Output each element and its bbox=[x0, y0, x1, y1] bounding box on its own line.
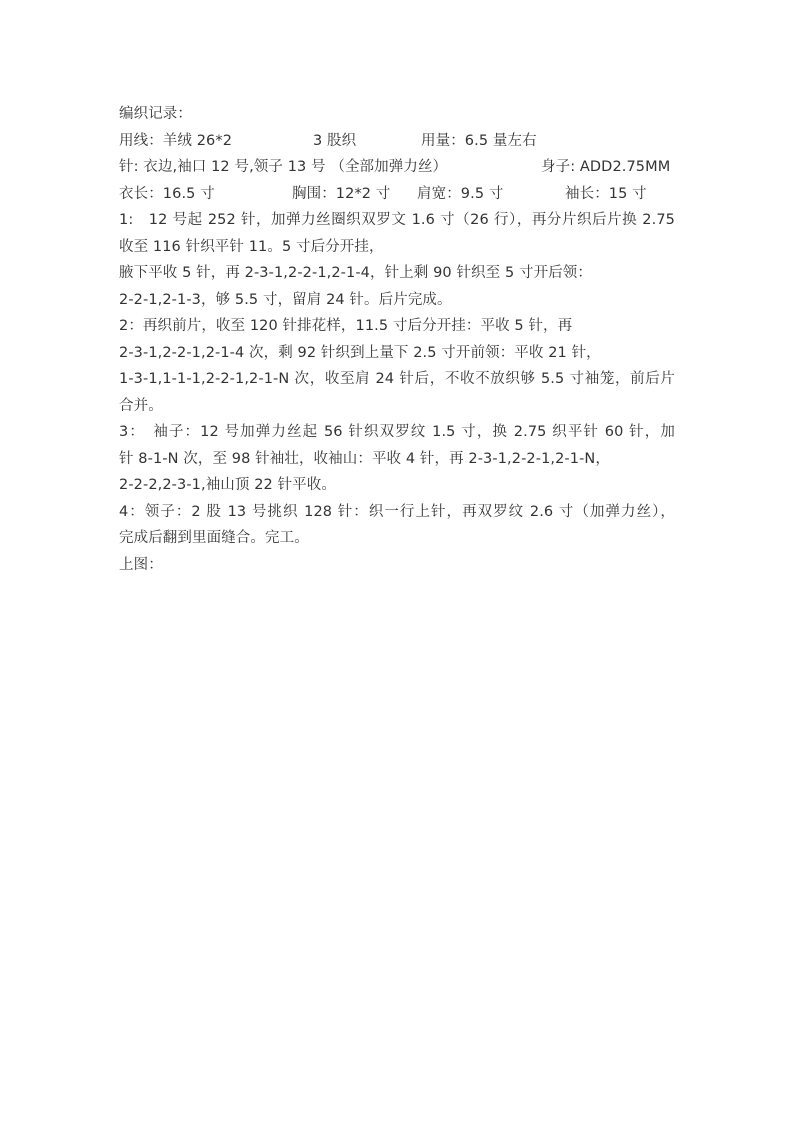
step-1-line-4: 2-2-1,2-1-3，够 5.5 寸，留肩 24 针。后片完成。 bbox=[119, 291, 452, 308]
yarn-row bbox=[119, 128, 679, 155]
step-2-line-1: 2：再织前片，收至 120 针排花样，11.5 寸后分开挂：平收 5 针，再 bbox=[119, 318, 573, 334]
step-1-line-1: 1: 12 号起 252 针，加弹力丝圈织双罗文 1.6 寸（26 行），再分片织后片换 2.75 bbox=[119, 212, 675, 228]
step-2-line-4: 合并。 bbox=[119, 397, 163, 414]
yarn-amount: 用量：6.5 量左右 bbox=[421, 132, 537, 149]
length-value: 衣长：16.5 寸 bbox=[119, 185, 215, 202]
step-1-line-3: 腋下平收 5 针，再 2-3-1,2-2-1,2-1-4，针上剩 90 针织至 5 寸开后领： bbox=[119, 265, 593, 281]
shoulder-value: 肩宽：9.5 寸 bbox=[417, 185, 504, 202]
step-3-line-1: 3： 袖子：12 号加弹力丝起 56 针织双罗纹 1.5 寸，换 2.75 织平针 60 针，加 bbox=[119, 424, 675, 440]
step-4-line-2: 完成后翻到里面缝合。完工。 bbox=[119, 530, 309, 546]
step-1-line-2: 收至 116 针织平针 11。5 寸后分开挂， bbox=[119, 238, 384, 255]
figure-caption: 上图： bbox=[119, 556, 163, 573]
step-2-line-3: 1-3-1,1-1-1,2-2-1,2-1-N 次，收至肩 24 针后，不收不放织够 5.5 寸袖笼，前后片 bbox=[119, 371, 675, 387]
needles-row bbox=[119, 154, 679, 181]
step-3-line-3: 2-2-2,2-3-1,袖山顶 22 针平收。 bbox=[119, 477, 336, 493]
chest-value: 胸围：12*2 寸 bbox=[292, 185, 391, 202]
document-body bbox=[119, 101, 679, 578]
sleeve-value: 袖长：15 寸 bbox=[565, 185, 647, 202]
step-2-line-2: 2-3-1,2-2-1,2-1-4 次，剩 92 针织到上量下 2.5 寸开前领：平收 21 针， bbox=[119, 344, 601, 361]
needles-body: 身子: ADD2.75MM bbox=[541, 159, 671, 175]
needles-label: 针: 衣边,袖口 12 号,领子 13 号 （全部加弹力丝） bbox=[119, 159, 448, 175]
heading: 编织记录： bbox=[119, 106, 192, 122]
step-4-line-1: 4：领子：2 股 13 号挑织 128 针：织一行上针，再双罗纹 2.6 寸（加弹力丝）， bbox=[119, 503, 675, 520]
measurements-row bbox=[119, 181, 679, 208]
yarn-ply: 3 股织 bbox=[313, 132, 357, 149]
yarn-label: 用线：羊绒 26*2 bbox=[119, 132, 233, 149]
step-3-line-2: 针 8-1-N 次，至 98 针袖壮，收袖山：平收 4 针，再 2-3-1,2-2-1,2-1-N， bbox=[119, 450, 610, 467]
